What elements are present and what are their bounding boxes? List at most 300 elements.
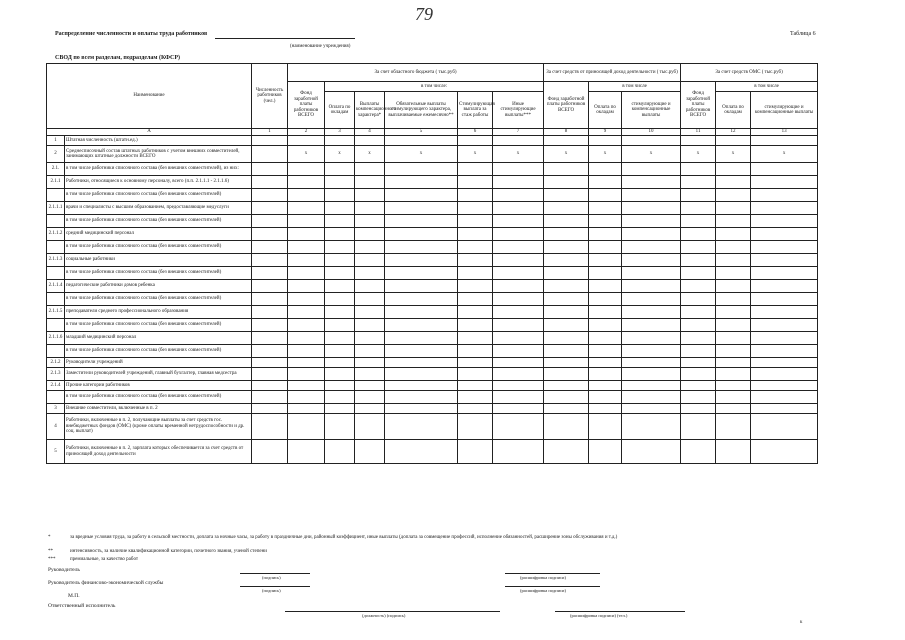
data-cell[interactable]	[385, 254, 458, 267]
data-cell[interactable]	[252, 176, 288, 189]
data-cell[interactable]	[355, 368, 385, 381]
data-cell[interactable]	[252, 391, 288, 404]
data-cell[interactable]	[751, 241, 818, 254]
data-cell[interactable]	[252, 381, 288, 391]
data-cell[interactable]	[493, 163, 544, 176]
data-cell[interactable]	[288, 254, 325, 267]
data-cell[interactable]	[716, 440, 751, 464]
data-cell[interactable]	[681, 404, 716, 414]
data-cell[interactable]	[622, 332, 681, 345]
data-cell[interactable]	[458, 189, 493, 202]
data-cell[interactable]	[716, 391, 751, 404]
data-cell[interactable]	[716, 215, 751, 228]
data-cell[interactable]	[325, 228, 355, 241]
data-cell[interactable]	[288, 332, 325, 345]
data-cell[interactable]	[355, 381, 385, 391]
data-cell[interactable]	[493, 391, 544, 404]
data-cell[interactable]	[493, 440, 544, 464]
data-cell[interactable]	[385, 293, 458, 306]
data-cell[interactable]	[288, 136, 325, 146]
data-cell[interactable]	[622, 368, 681, 381]
data-cell[interactable]	[252, 254, 288, 267]
data-cell[interactable]	[493, 215, 544, 228]
data-cell[interactable]	[622, 254, 681, 267]
data-cell[interactable]	[458, 163, 493, 176]
data-cell[interactable]	[589, 381, 622, 391]
data-cell[interactable]	[681, 136, 716, 146]
data-cell[interactable]	[622, 293, 681, 306]
data-cell[interactable]	[288, 215, 325, 228]
data-cell[interactable]	[493, 267, 544, 280]
data-cell[interactable]: x	[458, 146, 493, 163]
data-cell[interactable]	[751, 345, 818, 358]
data-cell[interactable]	[288, 293, 325, 306]
data-cell[interactable]	[544, 381, 589, 391]
data-cell[interactable]	[493, 241, 544, 254]
data-cell[interactable]	[288, 404, 325, 414]
data-cell[interactable]	[325, 136, 355, 146]
data-cell[interactable]	[325, 358, 355, 368]
data-cell[interactable]	[544, 332, 589, 345]
data-cell[interactable]	[544, 254, 589, 267]
data-cell[interactable]	[589, 189, 622, 202]
data-cell[interactable]	[681, 267, 716, 280]
data-cell[interactable]	[716, 293, 751, 306]
data-cell[interactable]	[622, 306, 681, 319]
data-cell[interactable]	[458, 391, 493, 404]
data-cell[interactable]	[589, 163, 622, 176]
data-cell[interactable]: x	[493, 146, 544, 163]
data-cell[interactable]	[288, 176, 325, 189]
data-cell[interactable]	[325, 215, 355, 228]
data-cell[interactable]: x	[589, 146, 622, 163]
data-cell[interactable]	[622, 267, 681, 280]
data-cell[interactable]	[252, 202, 288, 215]
data-cell[interactable]	[252, 414, 288, 440]
data-cell[interactable]	[751, 280, 818, 293]
data-cell[interactable]	[544, 202, 589, 215]
data-cell[interactable]	[589, 404, 622, 414]
data-cell[interactable]	[751, 440, 818, 464]
data-cell[interactable]	[544, 176, 589, 189]
data-cell[interactable]	[288, 368, 325, 381]
data-cell[interactable]	[751, 391, 818, 404]
data-cell[interactable]	[681, 176, 716, 189]
data-cell[interactable]	[458, 345, 493, 358]
data-cell[interactable]	[355, 280, 385, 293]
data-cell[interactable]	[622, 241, 681, 254]
data-cell[interactable]	[355, 215, 385, 228]
data-cell[interactable]	[458, 136, 493, 146]
data-cell[interactable]	[288, 440, 325, 464]
data-cell[interactable]	[716, 332, 751, 345]
data-cell[interactable]	[458, 381, 493, 391]
data-cell[interactable]	[751, 306, 818, 319]
data-cell[interactable]	[385, 202, 458, 215]
data-cell[interactable]	[288, 163, 325, 176]
data-cell[interactable]	[493, 136, 544, 146]
data-cell[interactable]	[544, 215, 589, 228]
data-cell[interactable]	[252, 306, 288, 319]
data-cell[interactable]	[325, 440, 355, 464]
data-cell[interactable]	[252, 241, 288, 254]
data-cell[interactable]	[385, 381, 458, 391]
data-cell[interactable]	[385, 368, 458, 381]
data-cell[interactable]	[458, 202, 493, 215]
data-cell[interactable]: x	[681, 146, 716, 163]
data-cell[interactable]	[716, 319, 751, 332]
data-cell[interactable]	[751, 163, 818, 176]
data-cell[interactable]	[716, 280, 751, 293]
data-cell[interactable]	[622, 440, 681, 464]
data-cell[interactable]	[252, 332, 288, 345]
data-cell[interactable]	[288, 358, 325, 368]
data-cell[interactable]	[288, 414, 325, 440]
data-cell[interactable]	[622, 176, 681, 189]
data-cell[interactable]	[589, 306, 622, 319]
data-cell[interactable]	[325, 254, 355, 267]
data-cell[interactable]	[622, 163, 681, 176]
data-cell[interactable]	[716, 381, 751, 391]
data-cell[interactable]	[544, 136, 589, 146]
data-cell[interactable]	[252, 215, 288, 228]
data-cell[interactable]	[589, 391, 622, 404]
data-cell[interactable]	[681, 189, 716, 202]
data-cell[interactable]	[355, 176, 385, 189]
data-cell[interactable]	[622, 381, 681, 391]
data-cell[interactable]	[458, 280, 493, 293]
data-cell[interactable]	[493, 414, 544, 440]
data-cell[interactable]	[252, 319, 288, 332]
data-cell[interactable]	[385, 391, 458, 404]
data-cell[interactable]	[544, 404, 589, 414]
data-cell[interactable]	[493, 228, 544, 241]
data-cell[interactable]	[385, 176, 458, 189]
data-cell[interactable]	[751, 136, 818, 146]
data-cell[interactable]	[681, 163, 716, 176]
data-cell[interactable]	[716, 136, 751, 146]
data-cell[interactable]	[751, 176, 818, 189]
data-cell[interactable]	[325, 381, 355, 391]
data-cell[interactable]	[681, 254, 716, 267]
data-cell[interactable]	[252, 267, 288, 280]
data-cell[interactable]	[458, 254, 493, 267]
data-cell[interactable]	[589, 332, 622, 345]
data-cell[interactable]	[622, 215, 681, 228]
data-cell[interactable]	[493, 293, 544, 306]
data-cell[interactable]	[681, 332, 716, 345]
data-cell[interactable]	[589, 345, 622, 358]
data-cell[interactable]	[751, 254, 818, 267]
data-cell[interactable]	[252, 228, 288, 241]
data-cell[interactable]	[544, 163, 589, 176]
data-cell[interactable]	[252, 404, 288, 414]
data-cell[interactable]	[622, 319, 681, 332]
data-cell[interactable]	[385, 345, 458, 358]
data-cell[interactable]	[325, 241, 355, 254]
data-cell[interactable]	[622, 345, 681, 358]
data-cell[interactable]	[544, 267, 589, 280]
data-cell[interactable]	[589, 319, 622, 332]
data-cell[interactable]	[458, 319, 493, 332]
data-cell[interactable]: x	[355, 146, 385, 163]
data-cell[interactable]	[716, 254, 751, 267]
data-cell[interactable]	[458, 293, 493, 306]
data-cell[interactable]	[325, 202, 355, 215]
data-cell[interactable]	[589, 414, 622, 440]
data-cell[interactable]	[493, 254, 544, 267]
data-cell[interactable]	[716, 241, 751, 254]
data-cell[interactable]	[681, 280, 716, 293]
data-cell[interactable]	[589, 254, 622, 267]
data-cell[interactable]	[458, 215, 493, 228]
data-cell[interactable]	[751, 381, 818, 391]
data-cell[interactable]	[458, 404, 493, 414]
data-cell[interactable]: x	[544, 146, 589, 163]
data-cell[interactable]	[622, 228, 681, 241]
data-cell[interactable]	[622, 280, 681, 293]
data-cell[interactable]	[493, 189, 544, 202]
data-cell[interactable]	[355, 189, 385, 202]
data-cell[interactable]	[589, 267, 622, 280]
data-cell[interactable]	[385, 136, 458, 146]
data-cell[interactable]	[589, 228, 622, 241]
data-cell[interactable]	[681, 306, 716, 319]
data-cell[interactable]	[288, 189, 325, 202]
data-cell[interactable]	[493, 306, 544, 319]
data-cell[interactable]	[716, 404, 751, 414]
data-cell[interactable]	[355, 332, 385, 345]
data-cell[interactable]	[622, 136, 681, 146]
data-cell[interactable]	[589, 368, 622, 381]
data-cell[interactable]	[385, 280, 458, 293]
data-cell[interactable]	[622, 358, 681, 368]
data-cell[interactable]	[681, 241, 716, 254]
data-cell[interactable]	[325, 404, 355, 414]
data-cell[interactable]	[355, 319, 385, 332]
data-cell[interactable]	[385, 163, 458, 176]
data-cell[interactable]	[355, 306, 385, 319]
data-cell[interactable]	[681, 381, 716, 391]
data-cell[interactable]	[252, 136, 288, 146]
data-cell[interactable]	[325, 176, 355, 189]
data-cell[interactable]	[355, 163, 385, 176]
data-cell[interactable]	[288, 345, 325, 358]
data-cell[interactable]	[458, 332, 493, 345]
data-cell[interactable]	[355, 267, 385, 280]
data-cell[interactable]	[355, 254, 385, 267]
data-cell[interactable]: x	[716, 146, 751, 163]
data-cell[interactable]	[493, 381, 544, 391]
data-cell[interactable]	[252, 293, 288, 306]
data-cell[interactable]	[458, 440, 493, 464]
data-cell[interactable]	[716, 267, 751, 280]
data-cell[interactable]	[355, 293, 385, 306]
data-cell[interactable]	[622, 414, 681, 440]
data-cell[interactable]	[751, 202, 818, 215]
data-cell[interactable]	[252, 440, 288, 464]
data-cell[interactable]	[493, 176, 544, 189]
data-cell[interactable]	[493, 368, 544, 381]
data-cell[interactable]	[716, 306, 751, 319]
data-cell[interactable]	[385, 189, 458, 202]
data-cell[interactable]	[458, 267, 493, 280]
data-cell[interactable]	[751, 332, 818, 345]
data-cell[interactable]	[458, 241, 493, 254]
data-cell[interactable]	[355, 345, 385, 358]
data-cell[interactable]	[622, 189, 681, 202]
data-cell[interactable]	[385, 332, 458, 345]
data-cell[interactable]	[544, 358, 589, 368]
data-cell[interactable]	[385, 404, 458, 414]
data-cell[interactable]	[716, 358, 751, 368]
data-cell[interactable]	[681, 368, 716, 381]
data-cell[interactable]	[385, 241, 458, 254]
data-cell[interactable]	[493, 345, 544, 358]
data-cell[interactable]	[458, 358, 493, 368]
data-cell[interactable]	[385, 228, 458, 241]
data-cell[interactable]	[325, 280, 355, 293]
data-cell[interactable]	[458, 368, 493, 381]
data-cell[interactable]	[716, 176, 751, 189]
data-cell[interactable]	[751, 228, 818, 241]
data-cell[interactable]	[385, 358, 458, 368]
data-cell[interactable]	[751, 293, 818, 306]
data-cell[interactable]	[751, 358, 818, 368]
data-cell[interactable]	[544, 345, 589, 358]
data-cell[interactable]	[751, 319, 818, 332]
data-cell[interactable]	[544, 368, 589, 381]
data-cell[interactable]	[716, 345, 751, 358]
data-cell[interactable]	[288, 228, 325, 241]
data-cell[interactable]	[493, 202, 544, 215]
data-cell[interactable]	[681, 228, 716, 241]
data-cell[interactable]	[325, 189, 355, 202]
data-cell[interactable]	[325, 306, 355, 319]
data-cell[interactable]	[751, 414, 818, 440]
data-cell[interactable]	[589, 293, 622, 306]
data-cell[interactable]	[622, 202, 681, 215]
data-cell[interactable]	[325, 319, 355, 332]
data-cell[interactable]	[681, 345, 716, 358]
data-cell[interactable]	[288, 391, 325, 404]
data-cell[interactable]	[325, 345, 355, 358]
data-cell[interactable]	[458, 414, 493, 440]
data-cell[interactable]	[589, 215, 622, 228]
data-cell[interactable]: x	[325, 146, 355, 163]
data-cell[interactable]	[252, 146, 288, 163]
data-cell[interactable]	[493, 332, 544, 345]
data-cell[interactable]	[589, 358, 622, 368]
data-cell[interactable]	[589, 202, 622, 215]
data-cell[interactable]	[288, 280, 325, 293]
data-cell[interactable]	[288, 306, 325, 319]
data-cell[interactable]	[385, 267, 458, 280]
data-cell[interactable]	[544, 189, 589, 202]
data-cell[interactable]	[622, 404, 681, 414]
data-cell[interactable]	[288, 381, 325, 391]
data-cell[interactable]	[325, 414, 355, 440]
data-cell[interactable]	[325, 267, 355, 280]
data-cell[interactable]	[458, 176, 493, 189]
data-cell[interactable]	[589, 280, 622, 293]
data-cell[interactable]	[385, 440, 458, 464]
data-cell[interactable]	[589, 136, 622, 146]
data-cell[interactable]	[385, 306, 458, 319]
data-cell[interactable]	[458, 228, 493, 241]
data-cell[interactable]	[355, 440, 385, 464]
data-cell[interactable]	[385, 215, 458, 228]
data-cell[interactable]	[458, 306, 493, 319]
data-cell[interactable]	[544, 241, 589, 254]
data-cell[interactable]	[355, 391, 385, 404]
data-cell[interactable]	[681, 358, 716, 368]
data-cell[interactable]	[252, 368, 288, 381]
data-cell[interactable]	[355, 358, 385, 368]
data-cell[interactable]	[681, 202, 716, 215]
data-cell[interactable]	[355, 202, 385, 215]
data-cell[interactable]	[716, 163, 751, 176]
data-cell[interactable]	[493, 319, 544, 332]
data-cell[interactable]	[544, 228, 589, 241]
data-cell[interactable]	[544, 306, 589, 319]
data-cell[interactable]	[355, 136, 385, 146]
data-cell[interactable]	[493, 404, 544, 414]
data-cell[interactable]	[751, 368, 818, 381]
data-cell[interactable]	[385, 414, 458, 440]
data-cell[interactable]	[544, 414, 589, 440]
data-cell[interactable]	[252, 345, 288, 358]
data-cell[interactable]	[716, 414, 751, 440]
data-cell[interactable]	[544, 280, 589, 293]
data-cell[interactable]	[751, 404, 818, 414]
data-cell[interactable]	[288, 319, 325, 332]
data-cell[interactable]	[589, 176, 622, 189]
data-cell[interactable]	[716, 189, 751, 202]
data-cell[interactable]	[681, 414, 716, 440]
data-cell[interactable]	[544, 293, 589, 306]
data-cell[interactable]	[681, 391, 716, 404]
data-cell[interactable]	[493, 280, 544, 293]
data-cell[interactable]	[325, 163, 355, 176]
data-cell[interactable]	[252, 189, 288, 202]
data-cell[interactable]	[385, 319, 458, 332]
data-cell[interactable]	[751, 189, 818, 202]
data-cell[interactable]	[716, 202, 751, 215]
data-cell[interactable]	[681, 440, 716, 464]
data-cell[interactable]	[544, 319, 589, 332]
data-cell[interactable]	[355, 414, 385, 440]
data-cell[interactable]	[355, 241, 385, 254]
data-cell[interactable]	[288, 267, 325, 280]
data-cell[interactable]: x	[385, 146, 458, 163]
data-cell[interactable]: x	[622, 146, 681, 163]
data-cell[interactable]	[252, 280, 288, 293]
data-cell[interactable]	[589, 440, 622, 464]
data-cell[interactable]	[355, 228, 385, 241]
data-cell[interactable]	[751, 215, 818, 228]
data-cell[interactable]	[325, 391, 355, 404]
data-cell[interactable]: x	[288, 146, 325, 163]
data-cell[interactable]	[325, 332, 355, 345]
data-cell[interactable]	[544, 440, 589, 464]
data-cell[interactable]	[589, 241, 622, 254]
data-cell[interactable]	[544, 391, 589, 404]
data-cell[interactable]	[288, 241, 325, 254]
data-cell[interactable]	[252, 163, 288, 176]
data-cell[interactable]	[751, 267, 818, 280]
data-cell[interactable]	[681, 293, 716, 306]
